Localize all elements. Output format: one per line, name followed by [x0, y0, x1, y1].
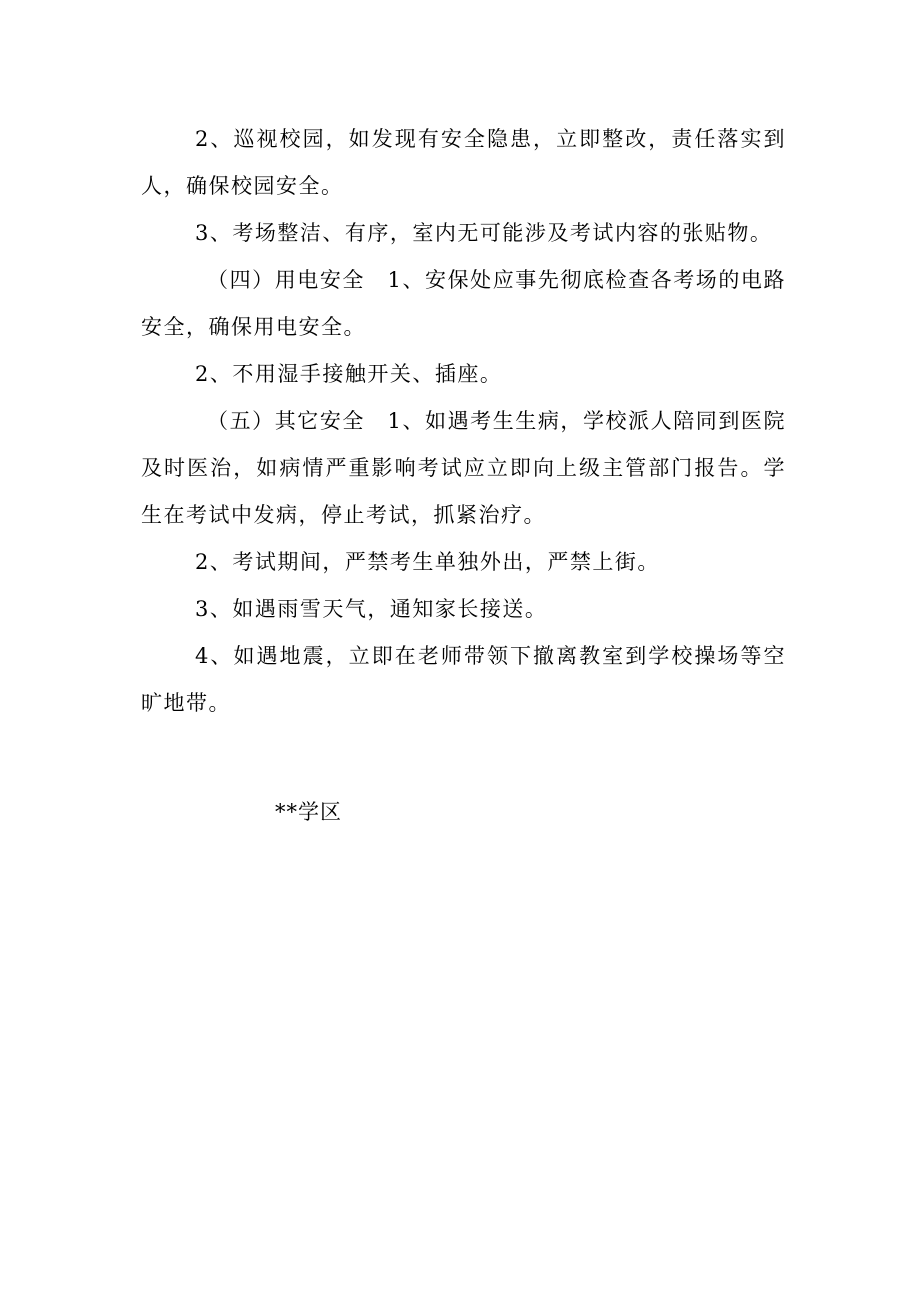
paragraph-exam-room-order: 3、考场整洁、有序，室内无可能涉及考试内容的张贴物。: [195, 221, 773, 245]
document-body: [141, 116, 786, 727]
paragraph-electrical-safety: （四）用电安全 1、安保处应事先彻底检查各考场的电路安全，确保用电安全。: [141, 268, 786, 339]
signature-school-district: **学区: [275, 800, 342, 824]
paragraph-earthquake: 4、如遇地震，立即在老师带领下撤离教室到学校操场等空旷地带。: [141, 644, 786, 715]
paragraph-other-safety: （五）其它安全 1、如遇考生生病，学校派人陪同到医院及时医治，如病情严重影响考试应立即向上级主管部门报告。学生在考试中发病，停止考试，抓紧治疗。: [141, 409, 786, 527]
paragraph-bad-weather: 3、如遇雨雪天气，通知家长接送。: [195, 597, 548, 621]
paragraph-wet-hands: 2、不用湿手接触开关、插座。: [195, 362, 503, 386]
paragraph-no-going-out: 2、考试期间，严禁考生单独外出，严禁上街。: [195, 550, 660, 574]
paragraph-campus-inspection: 2、巡视校园，如发现有安全隐患，立即整改，责任落实到人，确保校园安全。: [141, 127, 786, 198]
